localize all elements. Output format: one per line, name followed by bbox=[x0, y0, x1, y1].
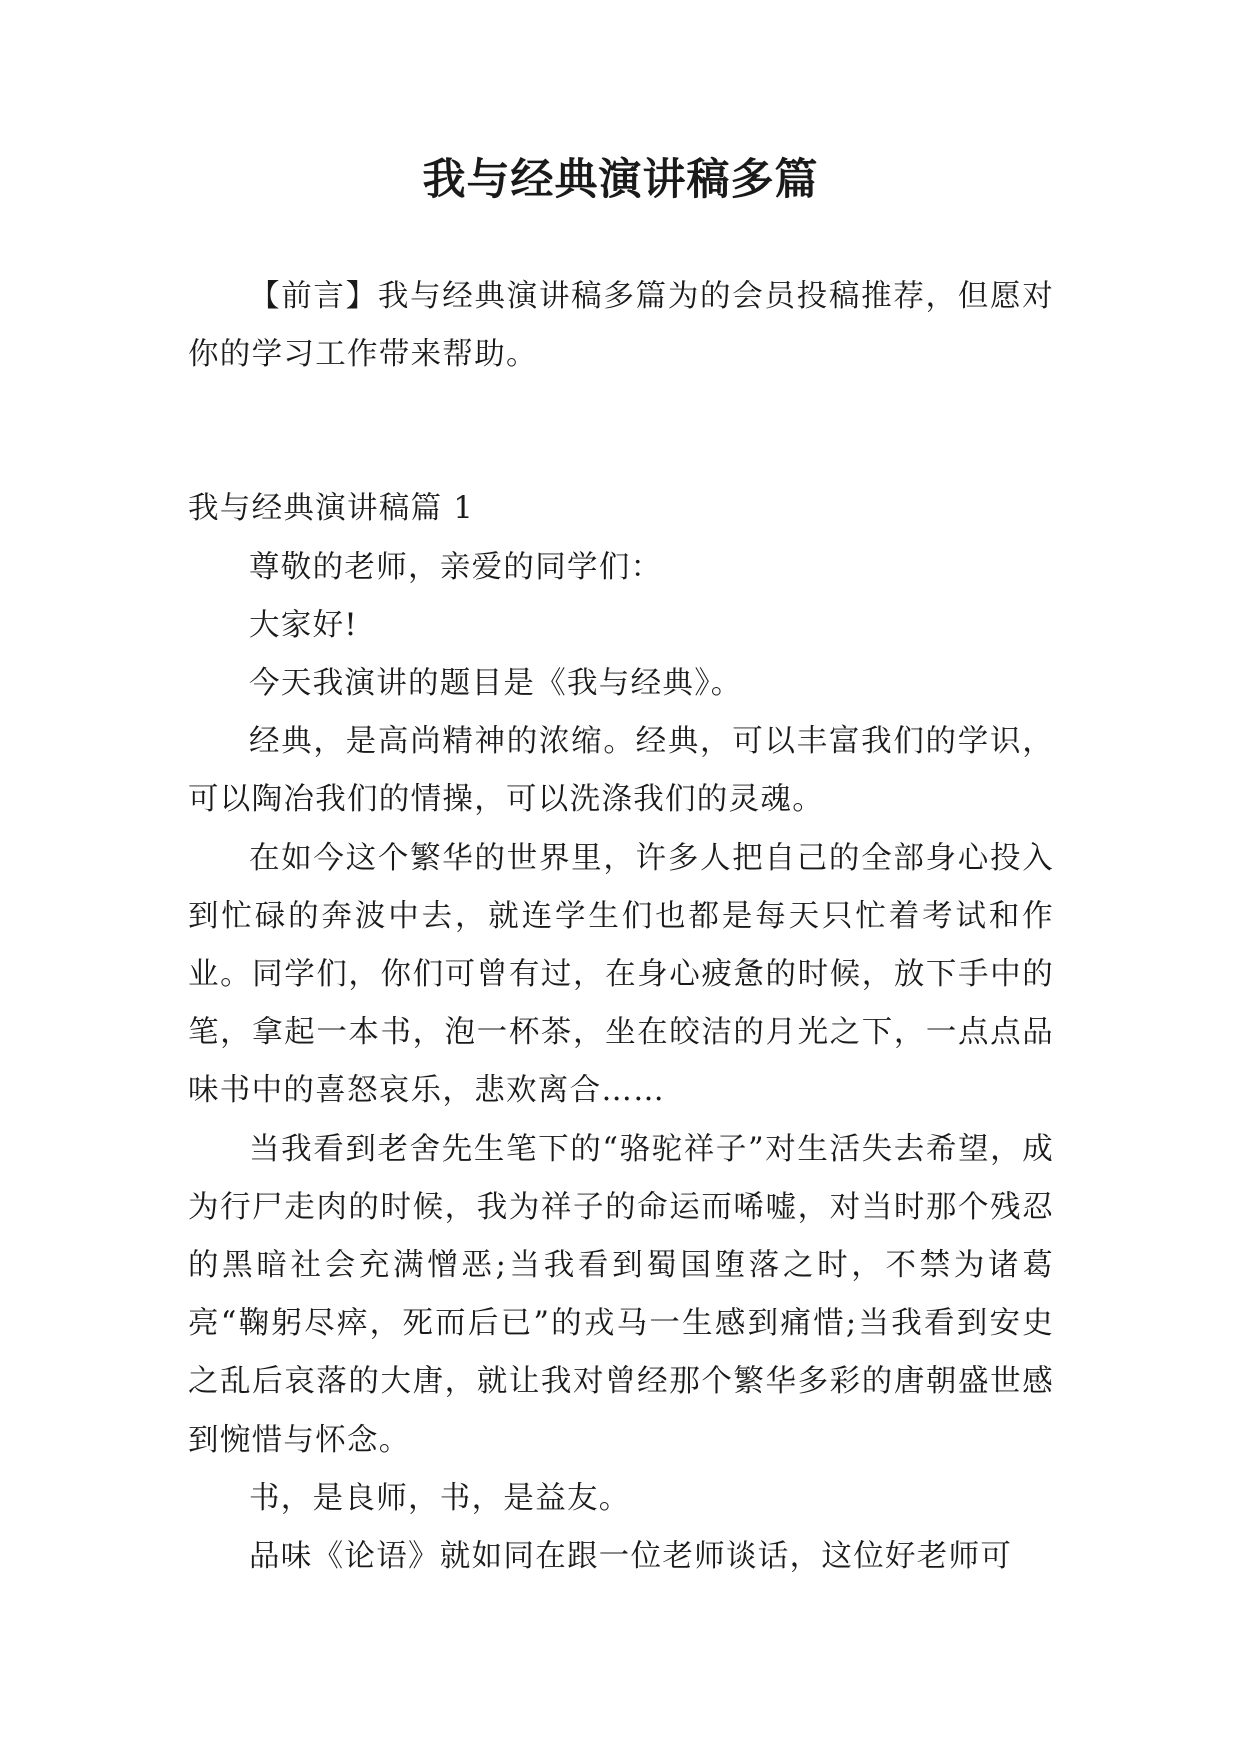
body-paragraph: 品味《论语》就如同在跟一位老师谈话，这位好老师可 bbox=[249, 1539, 1013, 1575]
preface-paragraph: 【前言】我与经典演讲稿多篇为的会员投稿推荐，但愿对你的学习工作带来帮助。 bbox=[188, 279, 1054, 373]
body-paragraph: 尊敬的老师，亲爱的同学们： bbox=[249, 549, 663, 585]
body-paragraph: 书，是良师，书，是益友。 bbox=[249, 1480, 631, 1516]
body-paragraph: 大家好! bbox=[249, 607, 358, 643]
body-paragraph: 当我看到老舍先生笔下的“骆驼祥子”对生活失去希望，成为行尸走肉的时候，我为祥子的命运而唏嘘，对当时那个残忍的黑暗社会充满憎恶;当我看到蜀国堕落之时，不禁为诸葛亮“鞠躬尽瘁，死而后已”的戎马一生感到痛惜;当我看到安史之乱后哀落的大唐，就让我对曾经那个繁华多彩的唐朝盛世感到惋惜与怀念。 bbox=[188, 1131, 1054, 1458]
document-body bbox=[188, 268, 1054, 1586]
body-paragraph: 在如今这个繁华的世界里，许多人把自己的全部身心投入到忙碌的奔波中去，就连学生们也都是每天只忙着考试和作业。同学们，你们可曾有过，在身心疲惫的时候，放下手中的笔，拿起一本书，泡一杯茶，坐在皎洁的月光之下，一点点品味书中的喜怒哀乐，悲欢离合…… bbox=[188, 840, 1054, 1109]
section-heading: 我与经典演讲稿篇 1 bbox=[188, 491, 475, 527]
body-paragraph: 经典，是高尚精神的浓缩。经典，可以丰富我们的学识，可以陶冶我们的情操，可以洗涤我们的灵魂。 bbox=[188, 724, 1054, 818]
document-title: 我与经典演讲稿多篇 bbox=[422, 155, 819, 205]
body-paragraph: 今天我演讲的题目是《我与经典》。 bbox=[249, 666, 743, 702]
